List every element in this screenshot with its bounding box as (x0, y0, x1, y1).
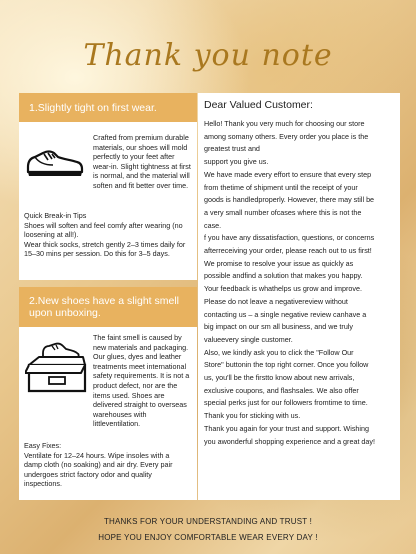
tip-text-line: Crafted from premium durable (93, 133, 189, 142)
footer-thanks: THANKS FOR YOUR UNDERSTANDING AND TRUST ! (103, 517, 313, 526)
tip-text-line: items used. Shoes are (93, 390, 165, 400)
tip-heading-smell (19, 287, 197, 327)
fixes-text-line: Ventilate for 12–24 hours. Wipe insoles with a (24, 450, 170, 460)
tip-text-line: wear-in. Slight tightness at first (93, 161, 191, 171)
letter-line: We have made every effort to ensure that every step (204, 169, 372, 179)
letter-line: f you have any dissatisfaction, questions, or concerns (204, 233, 375, 243)
tip-heading-tight-fit (19, 93, 197, 122)
customer-letter (198, 93, 400, 500)
tip-text-line: materials, our shoes will mold (93, 142, 188, 152)
shoe-box-icon (25, 339, 89, 397)
tip-heading-text: 2.New shoes have a slight smell upon unboxing. (29, 295, 179, 319)
letter-line: Please do not leave a negativereview without (204, 296, 348, 306)
tip-text-line: perfectly to your feet after (93, 152, 175, 162)
tip-heading-text: 1.Slightly tight on first wear. (29, 101, 157, 114)
tip-text-line: Our glues, dyes and leather (93, 352, 182, 362)
letter-line: greatest trust and (204, 144, 260, 154)
letter-line: case. (204, 220, 222, 230)
letter-line: support you give us. (204, 157, 269, 167)
letter-line: possible andfind a solution that makes you happy. (204, 271, 363, 281)
tip-card-tight-fit (19, 93, 197, 280)
letter-line: We promise to resolve your issue as quickly as (204, 258, 354, 268)
tip-text-line: new materials and packaging. (93, 342, 189, 352)
letter-line: exclusive coupons, and flashsales. We also offer (204, 385, 359, 395)
breakin-text-line: Shoes will soften and feel comfy after wearing (no (24, 220, 183, 230)
letter-line: Your feedback is whathelps us grow and improve. (204, 284, 362, 294)
page-title: Thank you note (83, 38, 333, 73)
footer-wish: HOPE YOU ENJOY COMFORTABLE WEAR EVERY DAY ! (98, 533, 318, 542)
breakin-text-line: 15–30 mins per session. Do this for 3–5 days. (24, 249, 170, 259)
letter-line: afterreceiving your order, please reach out to us first! (204, 246, 372, 256)
breakin-text-line: loosening at all!). (24, 230, 79, 240)
easy-fixes-title: Easy Fixes: (24, 441, 62, 450)
tip-text-line: safety requirements. It is not a (93, 371, 190, 381)
letter-line: Store" buttonin the top right corner. Once you follow (204, 360, 369, 370)
fixes-text-line: damp cloth (no soaking) and air dry. Every pair (24, 460, 173, 470)
breakin-text-line: Wear thick socks, stretch gently 2–3 times daily for (24, 239, 186, 249)
fixes-text-line: inspections. (24, 479, 62, 489)
letter-body (204, 118, 396, 448)
tip-text-line: The faint smell is caused by (93, 333, 182, 342)
letter-line: from thetime of shipment until the receipt of your (204, 182, 358, 192)
letter-line: Thank you for sticking with us. (204, 411, 301, 421)
letter-line: Thank you again for your trust and support. Wishing (204, 423, 370, 433)
letter-line: Hello! Thank you very much for choosing our store (204, 119, 365, 128)
letter-line: Also, we kindly ask you to click the "Follow Our (204, 347, 354, 357)
letter-line: among somany others. Every order you place is the (204, 131, 369, 141)
letter-line: valueevery single customer. (204, 334, 293, 344)
letter-line: goods is handledproperly. However, there may still be (204, 195, 375, 205)
tip-text-line: is normal, and the material will (93, 171, 190, 181)
letter-line: you awonderful shopping experience and a great day! (204, 436, 376, 446)
letter-line: special perks just for our followers fromtime to time. (204, 398, 368, 408)
letter-greeting: Dear Valued Customer: (204, 99, 313, 111)
letter-line: contacting us – a single negative review canhave a (204, 309, 367, 319)
letter-line: big impact on our sm all business, and we truly (204, 322, 354, 332)
fixes-text-line: undergoes strict factory odor and quality (24, 469, 152, 479)
letter-line: a very small number ofcases where this is not the (204, 207, 362, 217)
tip-text-line: treatments meet international (93, 361, 187, 371)
letter-line: us, you'll be the firstto know about new arrivals, (204, 373, 355, 383)
tip-text-line: warehouses with (93, 409, 147, 419)
tip-text-line: delivered straight to overseas (93, 400, 187, 410)
shoe-icon (25, 141, 85, 181)
tip-text-line: product defect, nor are the (93, 380, 178, 390)
tip-card-smell (19, 287, 197, 500)
breakin-tips-title: Quick Break-in Tips (24, 211, 87, 220)
tip-text-line: soften and fit better over time. (93, 180, 189, 190)
tip-text-line: littleventilation. (93, 419, 141, 429)
